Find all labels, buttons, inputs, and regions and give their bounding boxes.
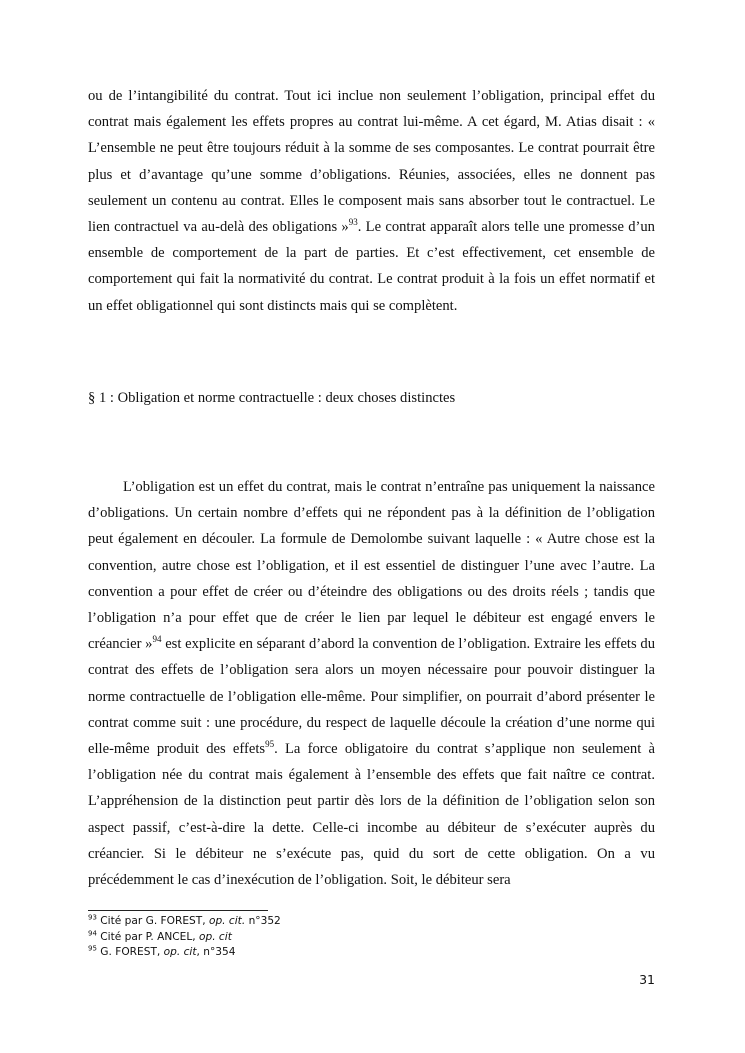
footnote-ref-93[interactable]: 93 [348,217,358,228]
footnote-number: 94 [88,928,97,937]
paragraph-2-text-a: L’obligation est un effet du contrat, mais le contrat n’entraîne pas uniquement la naissance d’obligations. Un certain nombre d’effets qui ne répondent pas à la définition de l’obligation peut également en découler. La formule de Demolombe suivant laquelle : « Autre chose est la convention, autre chose est l’obligation, et il est essentiel de distinguer l’une avec l’autre. La convention a pour effet de créer ou d’éteindre des obligations ou des droits réels ; tandis que l’obligation n’a pour effet que de créer le lien par lequel le débiteur est engagé envers le créancier » [88,479,655,653]
body-paragraph-1 [88,83,655,319]
footnote-93 [88,914,281,930]
footnote-number: 93 [88,913,97,922]
footnotes-list [88,914,281,961]
paragraph-1-text-a: ou de l’intangibilité du contrat. Tout ici inclue non seulement l’obligation, principal effet du contrat mais également les effets propres au contrat lui-même. A cet égard, M. Atias disait : « L’ensemble ne peut être toujours réduit à la somme de ses composantes. Le contrat pourrait être plus et d’avantage qu’une somme d’obligations. Réunies, associées, elles ne donnent pas seulement un contenu au contrat. Elles le composent mais sans absorber tout le contractuel. Le lien contractuel va au-delà des obligations » [88,88,655,236]
footnote-number: 95 [88,944,97,953]
footnote-text: n°352 [245,915,281,927]
footnote-text: Cité par P. ANCEL, [96,930,199,943]
paragraph-1-text-b: . Le contrat apparaît alors telle une promesse d’un ensemble de comportement de la part de parties. Et c’est effectivement, cet ensemble de comportement qui fait la normativité du contrat. Le contrat produit à la fois un effet normatif et un effet obligationnel qui sont distincts mais qui se complètent. [88,219,655,314]
footnote-ref-95[interactable]: 95 [265,739,275,750]
paragraph-2-text-b: est explicite en séparant d’abord la convention de l’obligation. Extraire les effets du contrat des effets de l’obligation sera alors un moyen nécessaire pour pouvoir distinguer la norme contractuelle de l’obligation elle-même. Pour simplifier, on pourrait d’abord présenter le contrat comme suit : une procédure, du respect de laquelle découle la création d’une norme qui elle-même produit des effets [88,636,655,758]
body-paragraph-2 [88,474,655,893]
footnote-separator [88,910,268,911]
paragraph-2-text-c: . La force obligatoire du contrat s’applique non seulement à l’obligation née du contrat mais également à l’ensemble des effets que fait naître ce contrat. L’appréhension de la distinction peut partir dès lors de la définition de l’obligation selon son aspect passif, c’est-à-dire la dette. Celle-ci incombe au débiteur de s’exécuter auprès du créancier. Si le débiteur ne s’exécute pas, quid du sort de cette obligation. On a vu précédemment le cas d’inexécution de l’obligation. Soit, le débiteur sera [88,741,655,889]
footnote-text: , n°354 [196,946,236,958]
footnote-text: Cité par G. FOREST, [96,915,209,927]
footnote-ref-94[interactable]: 94 [152,634,162,645]
footnote-95 [88,945,281,961]
footnote-text: G. FOREST, [96,946,164,958]
footnote-94 [88,930,281,946]
footnote-italic: op. cit [198,930,232,943]
footnote-italic: op. cit [163,946,197,958]
section-heading: § 1 : Obligation et norme contractuelle : deux choses distinctes [88,390,456,406]
page-number: 31 [639,972,655,987]
footnote-italic: op. cit. [208,915,246,927]
